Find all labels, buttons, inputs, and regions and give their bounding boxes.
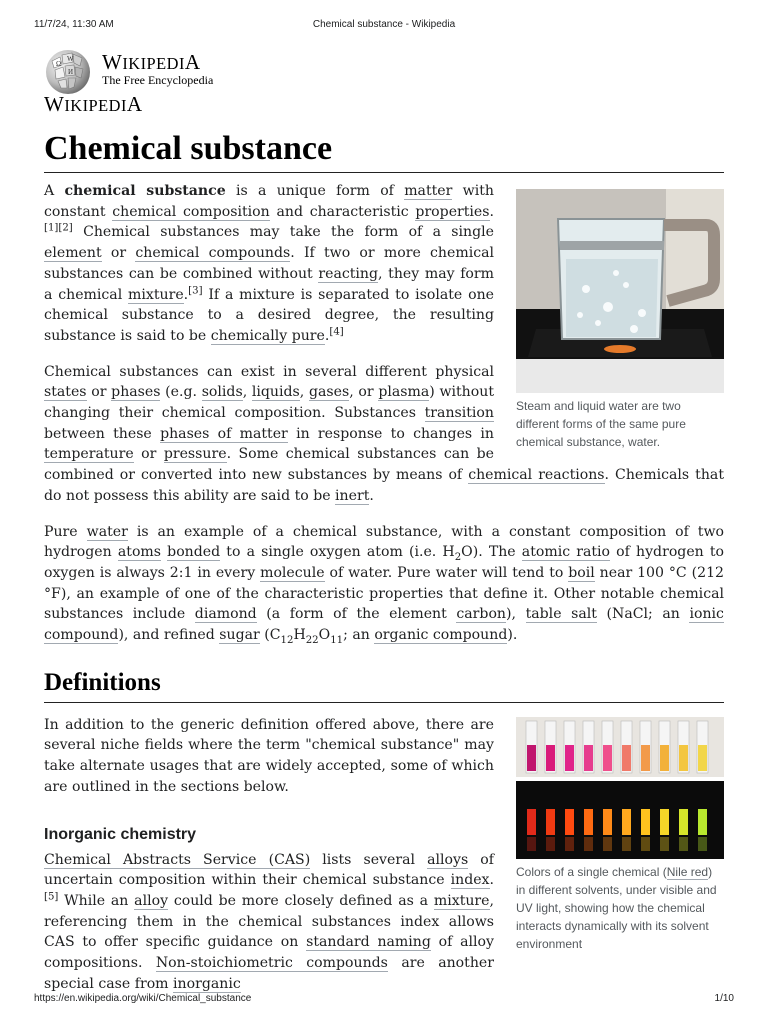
link-cas[interactable]: Chemical Abstracts Service (CAS) (44, 851, 311, 868)
boiling-water-image[interactable] (516, 189, 724, 393)
link-states[interactable]: states (44, 384, 87, 401)
link-organic-compound[interactable]: organic compound (374, 627, 508, 644)
tube-glow (565, 809, 574, 835)
section-heading-definitions: Definitions (44, 668, 724, 703)
tube-glow (641, 809, 650, 835)
tube-liquid (679, 745, 688, 771)
link-phases-of-matter[interactable]: phases of matter (160, 425, 288, 442)
tube-glow (679, 809, 688, 835)
link-element[interactable]: element (44, 245, 102, 262)
link-bonded[interactable]: bonded (167, 544, 221, 561)
article-content (44, 128, 724, 1010)
tube-reflection (584, 837, 593, 851)
tube-reflection (698, 837, 707, 851)
ref-1[interactable]: [1] (44, 222, 59, 234)
link-reacting[interactable]: reacting (318, 265, 379, 282)
svg-text:И: И (68, 68, 74, 76)
tube-glow (698, 809, 707, 835)
link-diamond[interactable]: diamond (194, 606, 257, 623)
link-atoms[interactable]: atoms (117, 544, 162, 561)
print-page-number: 1/10 (714, 993, 734, 1004)
link-phases[interactable]: phases (111, 384, 161, 401)
link-index[interactable]: index (450, 872, 490, 889)
ref-3[interactable]: [3] (188, 284, 203, 296)
link-inert[interactable]: inert (335, 487, 370, 504)
link-mixture[interactable]: mixture (128, 286, 184, 303)
tube-glow (584, 809, 593, 835)
link-chemically-pure[interactable]: chemically pure (210, 327, 325, 344)
figure-nile-red (516, 717, 724, 953)
tube-reflection (527, 837, 536, 851)
tube-reflection (546, 837, 555, 851)
link-temperature[interactable]: temperature (44, 446, 134, 463)
tube-reflection (660, 837, 669, 851)
tube-liquid (527, 745, 536, 771)
link-chemical-compounds[interactable]: chemical compounds (135, 245, 291, 262)
article-title: Chemical substance (44, 128, 724, 173)
inorganic-paragraph: Chemical Abstracts Service (CAS) lists several alloys of uncertain composition within their chemical substance index.[5] While an alloy could be more closely defined as a mixture, referencing them in the chemical substances index allows CAS to offer specific guidance on standard naming of alloy compositions. Non-stoichiometric compounds are another special case from inorganic (44, 851, 494, 992)
tube-liquid (641, 745, 650, 771)
tube-liquid (660, 745, 669, 771)
tube-reflection (565, 837, 574, 851)
link-transition[interactable]: transition (424, 405, 494, 422)
link-boil[interactable]: boil (568, 564, 595, 581)
figure-caption: Steam and liquid water are two different forms of the same pure chemical substance, water. (516, 399, 686, 449)
link-water[interactable]: water (86, 523, 128, 540)
tube-glow (622, 809, 631, 835)
figure-boiling-water (516, 189, 724, 451)
link-chemical-reactions[interactable]: chemical reactions (468, 467, 605, 484)
link-atomic-ratio[interactable]: atomic ratio (521, 544, 611, 561)
subsection-heading-inorganic: Inorganic chemistry (44, 825, 197, 843)
tube-liquid (565, 745, 574, 771)
ref-5[interactable]: [5] (44, 891, 59, 903)
link-ionic-compound[interactable]: ionic compound (44, 606, 724, 644)
link-alloys[interactable]: alloys (427, 851, 469, 868)
link-properties[interactable]: properties (415, 203, 490, 220)
link-solids[interactable]: solids (201, 384, 243, 401)
print-page-title: Chemical substance - Wikipedia (312, 19, 456, 30)
tube-reflection (679, 837, 688, 851)
tube-glow (527, 809, 536, 835)
intro-paragraph-1: A chemical substance is a unique form of matter with constant chemical composition and characteristic properties.[1][2] Chemical substances may take the form of a single element or chemical compounds. If two or more chemical substances can be combined without reacting, they may form a chemical mixture.[3] If a mixture is separated to isolate one chemical substance to a desired degree, the resulting substance is said to be chemically pure.[4] (44, 183, 495, 344)
link-inorganic[interactable]: inorganic (173, 975, 241, 992)
tube-reflection (641, 837, 650, 851)
link-liquids[interactable]: liquids (251, 384, 300, 401)
tube-liquid (622, 745, 631, 771)
tube-reflection (603, 837, 612, 851)
tube-liquid (698, 745, 707, 771)
tube-liquid (546, 745, 555, 771)
wikipedia-wordmark-secondary[interactable]: WIKIPEDIA (44, 92, 143, 116)
link-standard-naming[interactable]: standard naming (306, 934, 431, 951)
wikipedia-tagline: The Free Encyclopedia (102, 73, 214, 87)
link-molecule[interactable]: molecule (260, 564, 325, 581)
definitions-paragraph: In addition to the generic definition offered above, there are several niche fields where the term "chemical substance" may take alternate usages that are widely accepted, some of which are outlined in the sections below. (44, 716, 494, 795)
figure-caption: Colors of a single chemical (Nile red) in different solvents, under visible and UV light, showing how the chemical interacts dynamically with its solvent environment (516, 864, 717, 951)
link-sugar[interactable]: sugar (219, 627, 260, 644)
tube-glow (546, 809, 555, 835)
ref-2[interactable]: [2] (58, 222, 73, 234)
link-mixture-2[interactable]: mixture (433, 892, 490, 909)
ref-4[interactable]: [4] (329, 326, 344, 338)
link-plasma[interactable]: plasma (378, 384, 430, 401)
intro-paragraph-2: Chemical substances can exist in several different physical states or phases (e.g. solids, liquids, gases, or plasma) without changing their chemical composition. Substances transition between these phases of matter in response to changes in temperature or pressure. Some chemical substances can be combined or converted into new substances by means of chemical reactions. Chemicals that do not possess this ability are said to be inert. (44, 363, 724, 504)
tube-liquid (603, 745, 612, 771)
link-non-stoichiometric-compounds[interactable]: Non-stoichiometric compounds (155, 955, 388, 972)
link-chemical-composition[interactable]: chemical composition (112, 203, 270, 220)
wikipedia-wordmark: WIKIPEDIA (102, 50, 201, 74)
link-matter[interactable]: matter (404, 183, 453, 199)
nile-red-solvents-image[interactable] (516, 717, 724, 859)
link-table-salt[interactable]: table salt (525, 606, 597, 623)
link-gases[interactable]: gases (308, 384, 350, 401)
print-datetime: 11/7/24, 11:30 AM (34, 19, 114, 30)
print-url: https://en.wikipedia.org/wiki/Chemical_substance (34, 993, 252, 1004)
tube-glow (660, 809, 669, 835)
tube-liquid (584, 745, 593, 771)
link-pressure[interactable]: pressure (163, 446, 227, 463)
svg-text:Ω: Ω (56, 60, 62, 68)
intro-paragraph-3: Pure water is an example of a chemical substance, with a constant composition of two hydrogen atoms bonded to a single oxygen atom (i.e. $H_2O$). The atomic ratio of hydrogen to oxygen is always 2:1 in every molecule of water. Pure water will tend to boil near 100 °C (212 °F), an example of one of the characteristic properties that define it. Other notable chemical substances include diamond (a form of the element carbon), table salt (NaCl; an ionic compound), and refined sugar ($C_{12}H_{22}O_{11}$; an organic compound). (44, 523, 725, 646)
link-nile-red[interactable]: Nile red (666, 864, 709, 879)
svg-text:W: W (67, 55, 74, 63)
wikipedia-globe-icon (44, 47, 94, 95)
link-carbon[interactable]: carbon (456, 606, 507, 623)
tube-reflection (622, 837, 631, 851)
tube-glow (603, 809, 612, 835)
link-alloy[interactable]: alloy (134, 892, 169, 909)
term-bold: chemical substance (64, 183, 226, 199)
